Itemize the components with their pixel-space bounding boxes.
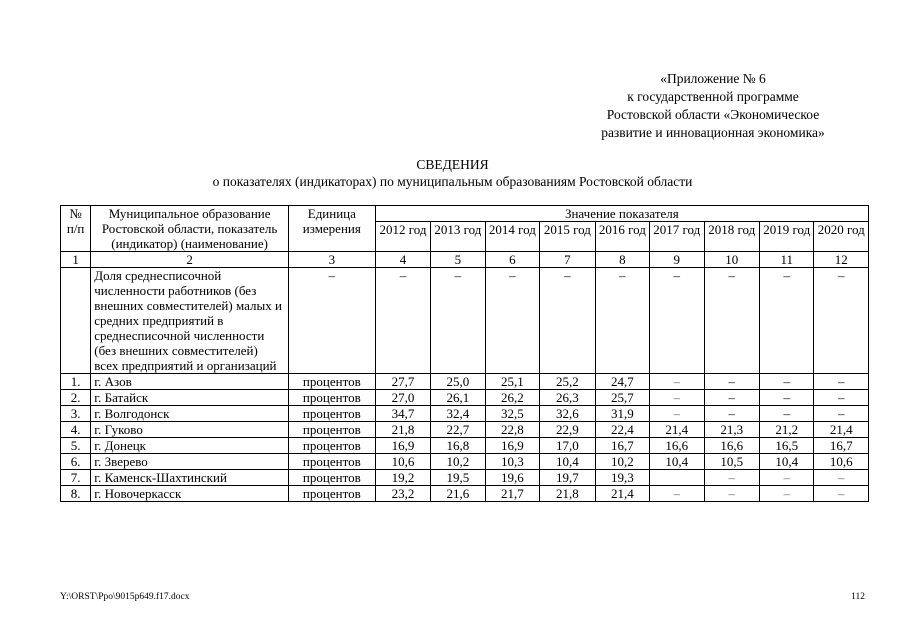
indicator-value: – <box>595 268 649 374</box>
column-number: 8 <box>595 252 649 268</box>
value-cell: – <box>704 486 759 502</box>
header-year: 2012 год <box>375 222 430 252</box>
value-cell: 10,2 <box>431 454 485 470</box>
header-year: 2020 год <box>814 222 869 252</box>
row-number: 4. <box>61 422 91 438</box>
column-numbers-row <box>61 252 869 268</box>
indicator-value: – <box>704 268 759 374</box>
municipality-name: г. Волгодонск <box>91 406 289 422</box>
value-cell: 16,6 <box>650 438 704 454</box>
indicator-value: – <box>814 268 869 374</box>
indicator-value: – <box>540 268 595 374</box>
indicator-value: – <box>375 268 430 374</box>
indicator-value: – <box>650 268 704 374</box>
value-cell: 22,4 <box>595 422 649 438</box>
unit-cell: процентов <box>288 422 375 438</box>
value-cell: 16,7 <box>814 438 869 454</box>
municipality-name: г. Азов <box>91 374 289 390</box>
value-cell: 19,5 <box>431 470 485 486</box>
value-cell: – <box>704 470 759 486</box>
unit-cell: процентов <box>288 390 375 406</box>
value-cell: 19,6 <box>485 470 539 486</box>
municipality-name: г. Батайск <box>91 390 289 406</box>
value-cell: 10,4 <box>759 454 813 470</box>
value-cell: 25,1 <box>485 374 539 390</box>
footer-page-number: 112 <box>851 592 865 602</box>
column-number: 5 <box>431 252 485 268</box>
table-row <box>61 470 869 486</box>
column-number: 6 <box>485 252 539 268</box>
header-unit: Единица измерения <box>288 206 375 252</box>
footer-file-path: Y:\ORST\Ppo\9015p649.f17.docx <box>60 592 190 602</box>
value-cell: 27,0 <box>375 390 430 406</box>
value-cell: 22,7 <box>431 422 485 438</box>
value-cell: 27,7 <box>375 374 430 390</box>
row-number: 5. <box>61 438 91 454</box>
table-row <box>61 374 869 390</box>
row-number <box>61 268 91 374</box>
municipality-name: г. Новочеркасск <box>91 486 289 502</box>
value-cell: – <box>759 486 813 502</box>
row-number: 6. <box>61 454 91 470</box>
value-cell: 21,2 <box>759 422 813 438</box>
appendix-line-3: Ростовской области «Экономическое <box>606 107 820 122</box>
value-cell: 31,9 <box>595 406 649 422</box>
municipality-name: г. Каменск-Шахтинский <box>91 470 289 486</box>
value-cell: 22,8 <box>485 422 539 438</box>
value-cell: 25,2 <box>540 374 595 390</box>
value-cell: 10,3 <box>485 454 539 470</box>
value-cell: 26,3 <box>540 390 595 406</box>
title-heading: СВЕДЕНИЯ <box>416 157 489 172</box>
value-cell: – <box>704 390 759 406</box>
column-number: 3 <box>288 252 375 268</box>
value-cell: 32,4 <box>431 406 485 422</box>
value-cell: – <box>650 486 704 502</box>
value-cell: 16,5 <box>759 438 813 454</box>
value-cell: 10,4 <box>540 454 595 470</box>
value-cell: 32,5 <box>485 406 539 422</box>
unit-cell: процентов <box>288 438 375 454</box>
header-year: 2014 год <box>485 222 539 252</box>
column-number: 4 <box>375 252 430 268</box>
column-number: 11 <box>759 252 813 268</box>
appendix-line-1: «Приложение № 6 <box>660 71 766 86</box>
value-cell: 26,2 <box>485 390 539 406</box>
value-cell: – <box>814 486 869 502</box>
value-cell: – <box>704 406 759 422</box>
appendix-caption <box>563 70 863 142</box>
value-cell: – <box>759 374 813 390</box>
indicator-value: – <box>431 268 485 374</box>
value-cell: – <box>759 406 813 422</box>
value-cell: 32,6 <box>540 406 595 422</box>
value-cell: 16,8 <box>431 438 485 454</box>
value-cell: 21,8 <box>375 422 430 438</box>
value-cell: – <box>814 470 869 486</box>
value-cell: 16,9 <box>485 438 539 454</box>
indicator-row <box>61 268 869 374</box>
indicator-name: Доля среднесписочной численности работников (без внешних совместителей) малых и средних предприятий в среднесписочной численности (без внешних совместителей) всех предприятий и организаций <box>91 268 289 374</box>
value-cell: – <box>650 390 704 406</box>
value-cell <box>650 470 704 486</box>
municipality-name: г. Донецк <box>91 438 289 454</box>
value-cell: – <box>759 390 813 406</box>
value-cell: – <box>814 406 869 422</box>
value-cell: 21,4 <box>650 422 704 438</box>
value-cell: 25,0 <box>431 374 485 390</box>
table-row <box>61 406 869 422</box>
value-cell: 19,3 <box>595 470 649 486</box>
unit-cell: процентов <box>288 454 375 470</box>
value-cell: – <box>814 390 869 406</box>
unit-cell: процентов <box>288 470 375 486</box>
value-cell: 16,9 <box>375 438 430 454</box>
value-cell: 21,7 <box>485 486 539 502</box>
value-cell: 21,8 <box>540 486 595 502</box>
unit-cell: процентов <box>288 374 375 390</box>
value-cell: – <box>759 470 813 486</box>
value-cell: 25,7 <box>595 390 649 406</box>
column-number: 10 <box>704 252 759 268</box>
unit-cell: процентов <box>288 406 375 422</box>
column-number: 9 <box>650 252 704 268</box>
header-value: Значение показателя <box>375 206 868 222</box>
value-cell: 10,5 <box>704 454 759 470</box>
row-number: 7. <box>61 470 91 486</box>
header-year: 2019 год <box>759 222 813 252</box>
table-row <box>61 454 869 470</box>
value-cell: 10,6 <box>375 454 430 470</box>
indicator-unit: – <box>288 268 375 374</box>
table-row <box>61 486 869 502</box>
header-year: 2016 год <box>595 222 649 252</box>
appendix-line-2: к государственной программе <box>627 89 799 104</box>
unit-cell: процентов <box>288 486 375 502</box>
value-cell: 10,2 <box>595 454 649 470</box>
header-year: 2013 год <box>431 222 485 252</box>
value-cell: 21,3 <box>704 422 759 438</box>
value-cell: 23,2 <box>375 486 430 502</box>
table-row <box>61 390 869 406</box>
document-title <box>0 156 905 190</box>
row-number: 2. <box>61 390 91 406</box>
row-number: 3. <box>61 406 91 422</box>
value-cell: 19,7 <box>540 470 595 486</box>
column-number: 7 <box>540 252 595 268</box>
column-number: 2 <box>91 252 289 268</box>
row-number: 8. <box>61 486 91 502</box>
header-num: № п/п <box>61 206 91 252</box>
value-cell: 22,9 <box>540 422 595 438</box>
value-cell: 16,7 <box>595 438 649 454</box>
value-cell: 17,0 <box>540 438 595 454</box>
header-municipality: Муниципальное образование Ростовской области, показатель (индикатор) (наименование) <box>91 206 289 252</box>
table-row <box>61 422 869 438</box>
value-cell: 19,2 <box>375 470 430 486</box>
row-number: 1. <box>61 374 91 390</box>
header-year: 2018 год <box>704 222 759 252</box>
column-number: 1 <box>61 252 91 268</box>
value-cell: 21,4 <box>595 486 649 502</box>
value-cell: – <box>814 374 869 390</box>
indicators-table <box>60 205 869 502</box>
municipality-name: г. Зверево <box>91 454 289 470</box>
indicator-value: – <box>485 268 539 374</box>
value-cell: 26,1 <box>431 390 485 406</box>
value-cell: 34,7 <box>375 406 430 422</box>
value-cell: 21,4 <box>814 422 869 438</box>
value-cell: 10,6 <box>814 454 869 470</box>
value-cell: 16,6 <box>704 438 759 454</box>
appendix-line-4: развитие и инновационная экономика» <box>601 125 825 140</box>
value-cell: – <box>650 406 704 422</box>
value-cell: 21,6 <box>431 486 485 502</box>
municipality-name: г. Гуково <box>91 422 289 438</box>
value-cell: – <box>650 374 704 390</box>
column-number: 12 <box>814 252 869 268</box>
value-cell: 24,7 <box>595 374 649 390</box>
header-year: 2017 год <box>650 222 704 252</box>
value-cell: – <box>704 374 759 390</box>
header-year: 2015 год <box>540 222 595 252</box>
table-row <box>61 438 869 454</box>
value-cell: 10,4 <box>650 454 704 470</box>
indicator-value: – <box>759 268 813 374</box>
title-subheading: о показателях (индикаторах) по муниципальным образованиям Ростовской области <box>212 174 693 189</box>
